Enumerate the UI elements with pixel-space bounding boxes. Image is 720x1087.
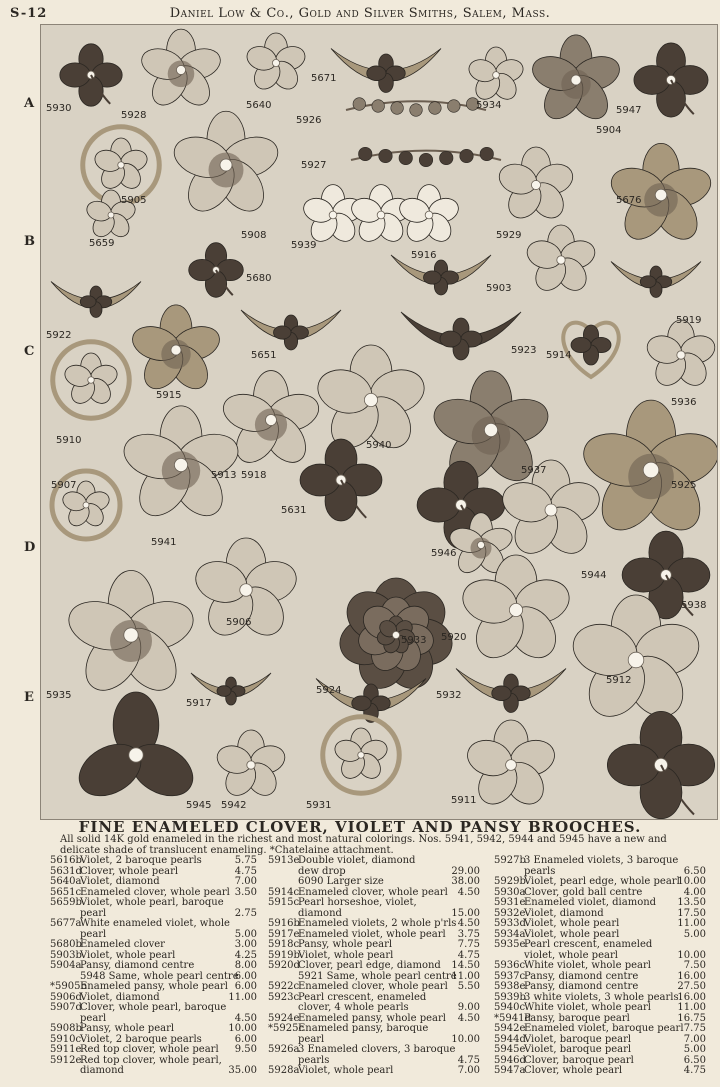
spray-brooch	[351, 147, 501, 167]
brooch-number-label: 5651	[251, 350, 277, 361]
brooch-number-label: 5911	[451, 795, 477, 806]
item-description: pearl	[80, 907, 107, 919]
item-code: 5903b	[50, 949, 82, 961]
item-price: 7.75	[457, 939, 480, 950]
brooch-number-label: 5903	[486, 283, 512, 294]
brooch-number-label: 5932	[436, 690, 462, 701]
item-description: Violet, baroque pearl	[524, 1044, 632, 1055]
brooch-number-label: 5942	[221, 800, 247, 811]
item-price: 11.00	[677, 1002, 706, 1013]
violet-brooch	[644, 320, 717, 391]
brooch-number-label: 5936	[671, 397, 697, 408]
item-description: Violet, diamond	[80, 876, 160, 887]
scroll-brooch	[83, 127, 160, 204]
item-description: Violet, whole pearl	[298, 949, 394, 961]
brooch-number-label: 5940	[366, 440, 392, 451]
pansy-brooch	[63, 571, 200, 701]
item-price: 10.00	[228, 1023, 257, 1034]
crescent-brooch	[391, 255, 491, 295]
item-price: 15.00	[451, 907, 480, 919]
item-price: 16.00	[677, 991, 706, 1003]
brooch-number-label: 5680	[246, 273, 272, 284]
item-price: 5.00	[683, 1044, 706, 1055]
crescent-brooch	[456, 669, 566, 713]
item-description: Red top clover, whole pearl	[80, 1044, 219, 1055]
item-description: Violet, diamond	[524, 907, 604, 919]
item-price: 7.00	[457, 1065, 480, 1076]
item-price: 6.00	[234, 1033, 257, 1045]
price-list-item	[50, 1066, 257, 1077]
item-price: 13.50	[677, 897, 706, 908]
item-description: Enameled violet, baroque pearl	[524, 1023, 684, 1034]
item-code: 5680b	[50, 939, 82, 950]
row-letter: B	[24, 234, 35, 249]
brooch-number-label: 5907	[51, 480, 77, 491]
item-price: 6.50	[683, 1054, 706, 1066]
item-price: 6.00	[234, 970, 257, 982]
item-code: 5928a	[268, 1065, 300, 1076]
item-price: 29.00	[451, 865, 480, 877]
row-letter: C	[24, 344, 35, 359]
item-code: 5906d	[50, 991, 82, 1003]
item-code: *5925c	[268, 1023, 305, 1034]
item-code: 5913e	[268, 855, 300, 866]
brooch-number-label: 5935	[46, 690, 72, 701]
item-description: Violet, whole pearl, baroque	[80, 897, 224, 908]
intro-text: All solid 14K gold enameled in the richest and most natural colorings. Nos. 5941, 5942, 5944 and 5945 have a new and delicate shade of translucent enameling. *Chatelaine attachment.	[60, 834, 667, 856]
item-description: 3 Enameled violets, 3 baroque	[524, 855, 679, 866]
item-code: 5910c	[50, 1033, 82, 1045]
violet-brooch	[524, 225, 599, 296]
item-description: Enameled violet, whole pearl	[298, 928, 446, 940]
ivy-brooch	[70, 692, 202, 806]
item-code: 5947a	[494, 1065, 526, 1076]
item-description: Enameled pansy, whole pearl	[298, 1012, 446, 1024]
item-description: pearls	[524, 865, 556, 877]
item-description: Pearl crescent, enameled	[298, 991, 427, 1003]
brooch-number-label: 5908	[241, 230, 267, 241]
item-price: 4.75	[457, 949, 480, 961]
item-price: 4.00	[683, 886, 706, 898]
brooch-number-label: 5927	[301, 160, 327, 171]
item-description: 6090 Larger size	[298, 876, 384, 887]
brooch-number-label: 5941	[151, 537, 177, 548]
brooch-number-label: 5923	[511, 345, 537, 356]
pansy-brooch	[118, 406, 243, 525]
item-code: 5933d	[494, 918, 526, 929]
brooch-number-label: 5925	[671, 480, 697, 491]
item-price: 9.50	[234, 1044, 257, 1055]
item-code: 5922c	[268, 981, 300, 992]
item-description: 3 Enameled clovers, 3 baroque	[298, 1044, 456, 1055]
item-code: 5907d	[50, 1002, 82, 1013]
item-price: 2.75	[234, 907, 257, 919]
item-description: Violet, baroque pearl	[524, 1033, 632, 1045]
item-price: 10.00	[451, 1033, 480, 1045]
brooch-number-label: 5904	[596, 125, 622, 136]
item-description: clover, 4 whole pearls	[298, 1002, 409, 1013]
brooch-number-label: 5905	[121, 195, 147, 206]
item-code: 5677a	[50, 918, 82, 929]
item-price: 17.50	[677, 907, 706, 919]
price-list-column-1	[50, 856, 257, 1077]
brooch-number-label: 5946	[431, 548, 457, 559]
item-description: Violet, whole pearl	[80, 949, 176, 961]
item-price: 11.00	[451, 970, 480, 982]
item-description: Enameled clover	[80, 939, 165, 950]
violet-brooch	[466, 47, 526, 104]
item-code: 5920d	[268, 960, 300, 971]
item-description: Violet, whole pearl	[524, 928, 620, 940]
brooch-number-label: 5659	[89, 238, 115, 249]
item-description: Clover, pearl edge, diamond	[298, 960, 441, 971]
item-code: 5929b	[494, 876, 526, 887]
item-price: 10.00	[677, 949, 706, 961]
item-description: Violet, diamond	[80, 991, 160, 1003]
crescent-brooch	[241, 310, 341, 350]
clover-brooch	[634, 43, 708, 117]
item-price: 35.00	[228, 1065, 257, 1076]
item-code: 5904a	[50, 960, 82, 971]
item-price: 4.50	[457, 918, 480, 929]
brooch-number-label: 5919	[676, 315, 702, 326]
item-price: 4.75	[457, 1054, 480, 1066]
item-description: Violet, 2 baroque pearls	[80, 855, 202, 866]
price-list-column-3	[494, 856, 706, 1077]
brooch-number-label: 5631	[281, 505, 307, 516]
brooch-number-label: 5906	[226, 617, 252, 628]
item-description: Violet, whole pearl	[524, 918, 620, 929]
item-price: 16.75	[677, 1012, 706, 1024]
item-code: 5918c	[268, 939, 300, 950]
item-code: 5942e	[494, 1023, 526, 1034]
item-price: 7.50	[683, 960, 706, 971]
crescent-brooch	[611, 262, 701, 298]
pansy-brooch	[128, 305, 224, 396]
clover-brooch	[607, 711, 714, 818]
brooch-number-label: 5937	[521, 465, 547, 476]
brooch-number-label: 5915	[156, 390, 182, 401]
item-code: 5631d	[50, 865, 82, 877]
item-code: 5946d	[494, 1054, 526, 1066]
item-description: Clover, baroque pearl	[524, 1054, 634, 1066]
item-description: White enameled violet, whole	[80, 918, 230, 929]
item-code: 5940c	[494, 1002, 526, 1013]
item-price: 3.50	[234, 886, 257, 898]
brooch-illustration	[41, 25, 717, 819]
item-price: 4.75	[234, 865, 257, 877]
item-price: 3.00	[234, 939, 257, 950]
item-description: diamond	[80, 1065, 124, 1076]
item-code: 5938e	[494, 981, 526, 992]
item-description: Enameled clover, whole pearl	[298, 981, 448, 992]
item-description: violet, whole pearl	[524, 949, 618, 961]
item-price: 4.25	[234, 949, 257, 961]
item-code: 5651c	[50, 886, 82, 898]
brooch-number-label: 5928	[121, 110, 147, 121]
brooch-number-label: 5945	[186, 800, 212, 811]
brooch-number-label: 5947	[616, 105, 642, 116]
item-code: 5945e	[494, 1044, 526, 1055]
price-list-item	[268, 1066, 480, 1077]
spray-brooch	[346, 98, 486, 117]
crescent-brooch	[331, 49, 441, 93]
item-price: 5.00	[234, 928, 257, 940]
item-price: 4.50	[457, 886, 480, 898]
brooch-number-label: 5929	[496, 230, 522, 241]
brooch-number-label: 5938	[681, 600, 707, 611]
item-price: 4.75	[683, 1065, 706, 1076]
item-price: 6.50	[683, 865, 706, 877]
triple-brooch	[301, 185, 462, 247]
item-code: 5659b	[50, 897, 82, 908]
item-code: 5935e	[494, 939, 526, 950]
item-code: 5926a	[268, 1044, 300, 1055]
brooch-number-label: 5917	[186, 698, 212, 709]
item-price: 5.00	[683, 928, 706, 940]
row-letter: A	[24, 96, 35, 111]
item-description: Pansy, baroque pearl	[524, 1012, 630, 1024]
item-price: 11.00	[677, 918, 706, 929]
item-description: pearl	[298, 1033, 325, 1045]
brooch-number-label: 5926	[296, 115, 322, 126]
item-description: White violet, whole pearl	[524, 960, 651, 971]
item-price: 16.00	[677, 970, 706, 982]
brooch-number-label: 5913	[211, 470, 237, 481]
brooch-number-label: 5918	[241, 470, 267, 481]
crescent-brooch	[401, 312, 521, 360]
violet-brooch	[463, 720, 559, 811]
item-description: Pansy, whole pearl	[298, 939, 393, 950]
item-price: 4.50	[457, 1012, 480, 1024]
item-price: 7.00	[683, 1033, 706, 1045]
brooch-number-label: 5924	[316, 685, 342, 696]
item-description: Violet, whole pearl	[298, 1065, 394, 1076]
item-code: 5915c	[268, 897, 300, 908]
brooch-number-label: 5930	[46, 103, 72, 114]
item-description: Clover, whole pearl	[80, 865, 179, 877]
item-description: 3 white violets, 3 whole pearls	[524, 991, 679, 1003]
clover-brooch	[189, 243, 244, 298]
item-description: Pansy, diamond centre	[524, 970, 639, 982]
item-code: 5912e	[50, 1054, 82, 1066]
item-description: Enameled pansy, baroque	[298, 1023, 429, 1034]
brooch-number-label: 5910	[56, 435, 82, 446]
item-description: Pansy, diamond centre	[524, 981, 639, 992]
item-description: Pearl horseshoe, violet,	[298, 897, 417, 908]
item-price: 7.00	[234, 876, 257, 887]
item-code: 5944d	[494, 1033, 526, 1045]
scroll-brooch	[323, 717, 400, 794]
running-head: Daniel Low & Co., Gold and Silver Smiths, Salem, Mass.	[169, 6, 551, 21]
pansy-brooch	[169, 111, 283, 219]
item-price: 27.50	[677, 981, 706, 992]
brooch-number-label: 5916	[411, 250, 437, 261]
item-description: Clover, whole pearl	[524, 1065, 623, 1076]
item-price: 9.00	[457, 1002, 480, 1013]
clover-brooch	[60, 44, 122, 106]
item-description: pearl	[80, 1012, 107, 1024]
violet-brooch	[495, 147, 576, 224]
item-price: 4.50	[234, 1012, 257, 1024]
item-code: 5919b	[268, 949, 300, 961]
brooch-number-label: 5914	[546, 350, 572, 361]
item-description: 5948 Same, whole pearl centre	[80, 970, 239, 982]
item-description: Violet, pearl edge, whole pearl	[524, 876, 680, 887]
item-description: pearls	[298, 1054, 330, 1066]
item-code: 5616b	[50, 855, 82, 866]
item-code: 5916b	[268, 918, 300, 929]
item-price: 3.75	[457, 928, 480, 940]
item-code: 5923c	[268, 991, 300, 1003]
item-code: 5931e	[494, 897, 526, 908]
item-code: 5911e	[50, 1044, 82, 1055]
item-code: 5914c	[268, 886, 300, 898]
item-price: 38.00	[451, 876, 480, 887]
clover-brooch	[300, 439, 382, 521]
brooch-plate	[40, 24, 718, 820]
item-description: pearl	[80, 928, 107, 940]
item-price: 6.00	[234, 981, 257, 992]
item-code: 5937c	[494, 970, 526, 982]
item-code: 5908b	[50, 1023, 82, 1034]
brooch-number-label: 5922	[46, 330, 72, 341]
item-description: Clover, whole pearl, baroque	[80, 1002, 227, 1013]
brooch-number-label: 5676	[616, 195, 642, 206]
heart-brooch	[563, 323, 618, 377]
item-price: 7.75	[683, 1023, 706, 1034]
crescent-brooch	[51, 282, 141, 318]
item-code: 5932e	[494, 907, 526, 919]
pansy-brooch	[528, 35, 624, 126]
brooch-number-label: 5931	[306, 800, 332, 811]
item-price: 11.00	[228, 991, 257, 1003]
item-price: 5.75	[234, 855, 257, 866]
item-description: dew drop	[298, 865, 346, 877]
violet-brooch	[567, 595, 706, 727]
item-description: Violet, 2 baroque pearls	[80, 1033, 202, 1045]
brooch-number-label: 5939	[291, 240, 317, 251]
violet-brooch	[244, 33, 308, 94]
item-description: Pansy, whole pearl	[80, 1023, 175, 1034]
item-description: Enameled clover, whole pearl	[80, 886, 230, 898]
page-title: FINE ENAMELED CLOVER, VIOLET AND PANSY BROOCHES.	[78, 818, 642, 836]
item-description: Clover, gold ball centre	[524, 886, 643, 898]
violet-brooch	[214, 730, 289, 801]
item-code: 5936c	[494, 960, 526, 971]
price-list-item	[494, 1066, 706, 1077]
item-price: 10.00	[677, 876, 706, 887]
item-code: 5934a	[494, 928, 526, 940]
rose-brooch	[335, 578, 456, 696]
item-description: 5921 Same, whole pearl centre	[298, 970, 457, 982]
item-code: 5930a	[494, 886, 526, 898]
brooch-number-label: 5671	[311, 73, 337, 84]
brooch-number-label: 5920	[441, 632, 467, 643]
pansy-brooch	[138, 29, 225, 111]
pansy-brooch	[577, 400, 717, 541]
item-description: Red top clover, whole pearl,	[80, 1054, 222, 1066]
row-letter: E	[24, 690, 34, 705]
item-description: Enameled violets, 2 whole p'rls	[298, 918, 457, 929]
brooch-number-label: 5944	[581, 570, 607, 581]
violet-brooch	[457, 555, 575, 667]
item-description: Enameled clover, whole pearl	[298, 886, 448, 898]
item-description: Enameled violet, diamond	[524, 897, 657, 908]
item-code: 5924e	[268, 1012, 300, 1024]
item-price: 8.00	[234, 960, 257, 971]
item-code: 5640a	[50, 876, 82, 887]
item-code: 5917e	[268, 928, 300, 940]
brooch-number-label: 5934	[476, 100, 502, 111]
item-description: White violet, whole pearl	[524, 1002, 651, 1013]
brooch-number-label: 5640	[246, 100, 272, 111]
item-code: *5905b	[50, 981, 87, 992]
item-price: 14.50	[451, 960, 480, 971]
item-description: diamond	[298, 907, 342, 919]
item-price: 5.50	[457, 981, 480, 992]
brooch-number-label: 5933	[401, 635, 427, 646]
price-list-column-2	[268, 856, 480, 1077]
scroll-brooch	[53, 342, 130, 419]
item-code: 5939b	[494, 991, 526, 1003]
item-code: 5927b	[494, 855, 526, 866]
row-letter: D	[24, 540, 36, 555]
item-description: Pansy, diamond centre	[80, 960, 195, 971]
page-number: S-12	[10, 6, 48, 21]
item-description: Double violet, diamond	[298, 855, 416, 866]
item-description: Pearl crescent, enameled	[524, 939, 653, 950]
item-code: *5941d	[494, 1012, 531, 1024]
item-description: Enameled pansy, whole pearl	[80, 981, 228, 992]
brooch-number-label: 5912	[606, 675, 632, 686]
